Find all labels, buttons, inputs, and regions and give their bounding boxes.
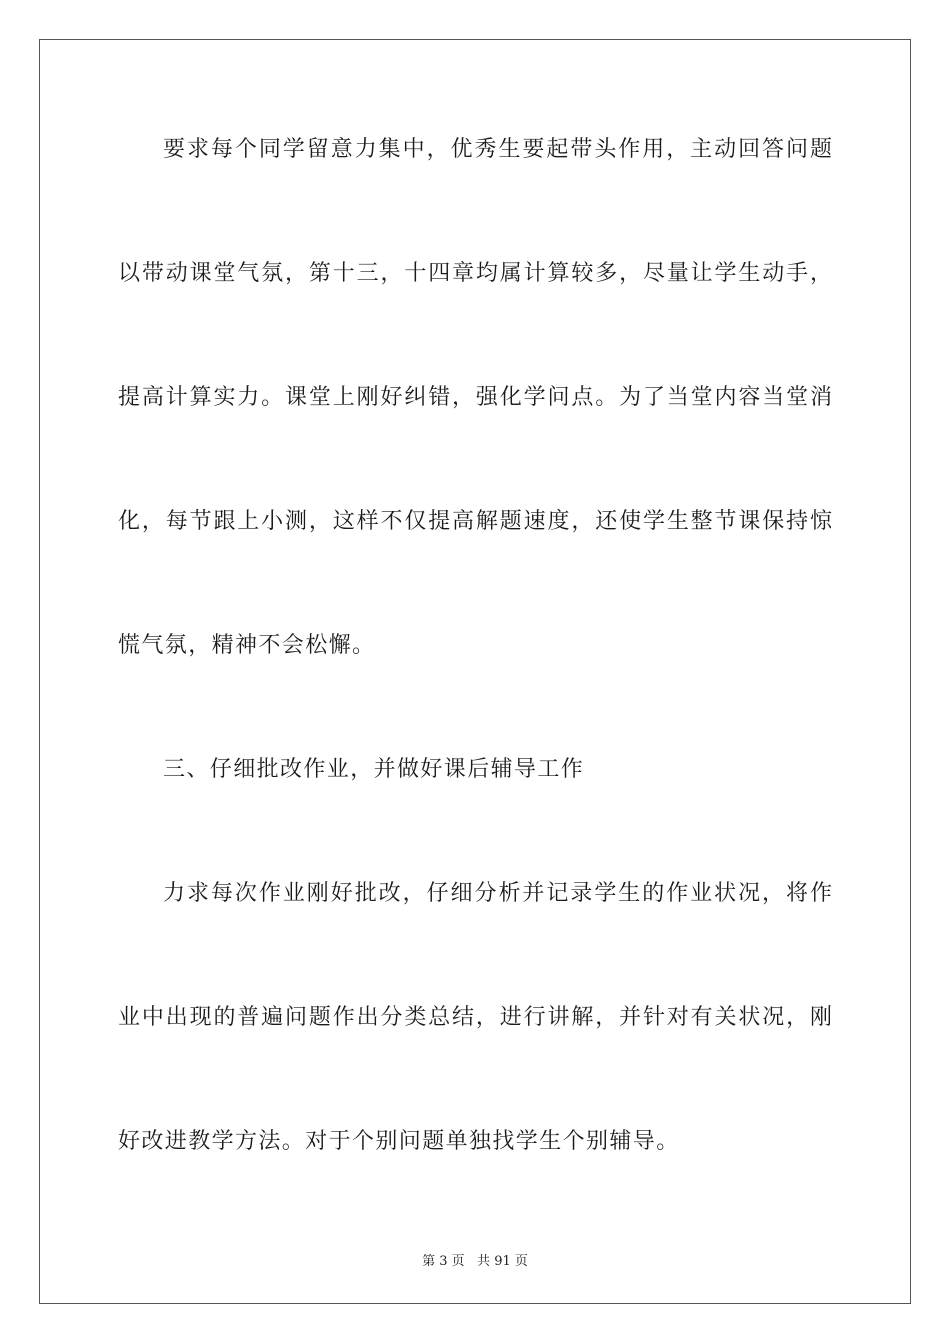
paragraph-2-line-1: 力求每次作业刚好批改，仔细分析并记录学生的作业状况，将作: [163, 881, 832, 906]
section-heading: 三、仔细批改作业，并做好课后辅导工作: [163, 757, 585, 782]
page-footer: 第 3 页 共 91 页: [422, 1254, 528, 1269]
paragraph-1-line-1: 要求每个同学留意力集中，优秀生要起带头作用，主动回答问题: [163, 137, 832, 162]
paragraph-1-line-5: 慌气氛，精神不会松懈。: [118, 633, 376, 658]
paragraph-2-line-2: 业中出现的普遍问题作出分类总结，进行讲解，并针对有关状况，刚: [118, 1005, 832, 1030]
paragraph-1-line-3: 提高计算实力。课堂上刚好纠错，强化学问点。为了当堂内容当堂消: [118, 385, 832, 410]
paragraph-1-line-2: 以带动课堂气氛，第十三，十四章均属计算较多，尽量让学生动手，: [118, 261, 832, 286]
paragraph-2-line-3: 好改进教学方法。对于个别问题单独找学生个别辅导。: [118, 1129, 680, 1154]
paragraph-1-line-4: 化，每节跟上小测，这样不仅提高解题速度，还使学生整节课保持惊: [118, 509, 832, 534]
page-border: [39, 39, 911, 1304]
